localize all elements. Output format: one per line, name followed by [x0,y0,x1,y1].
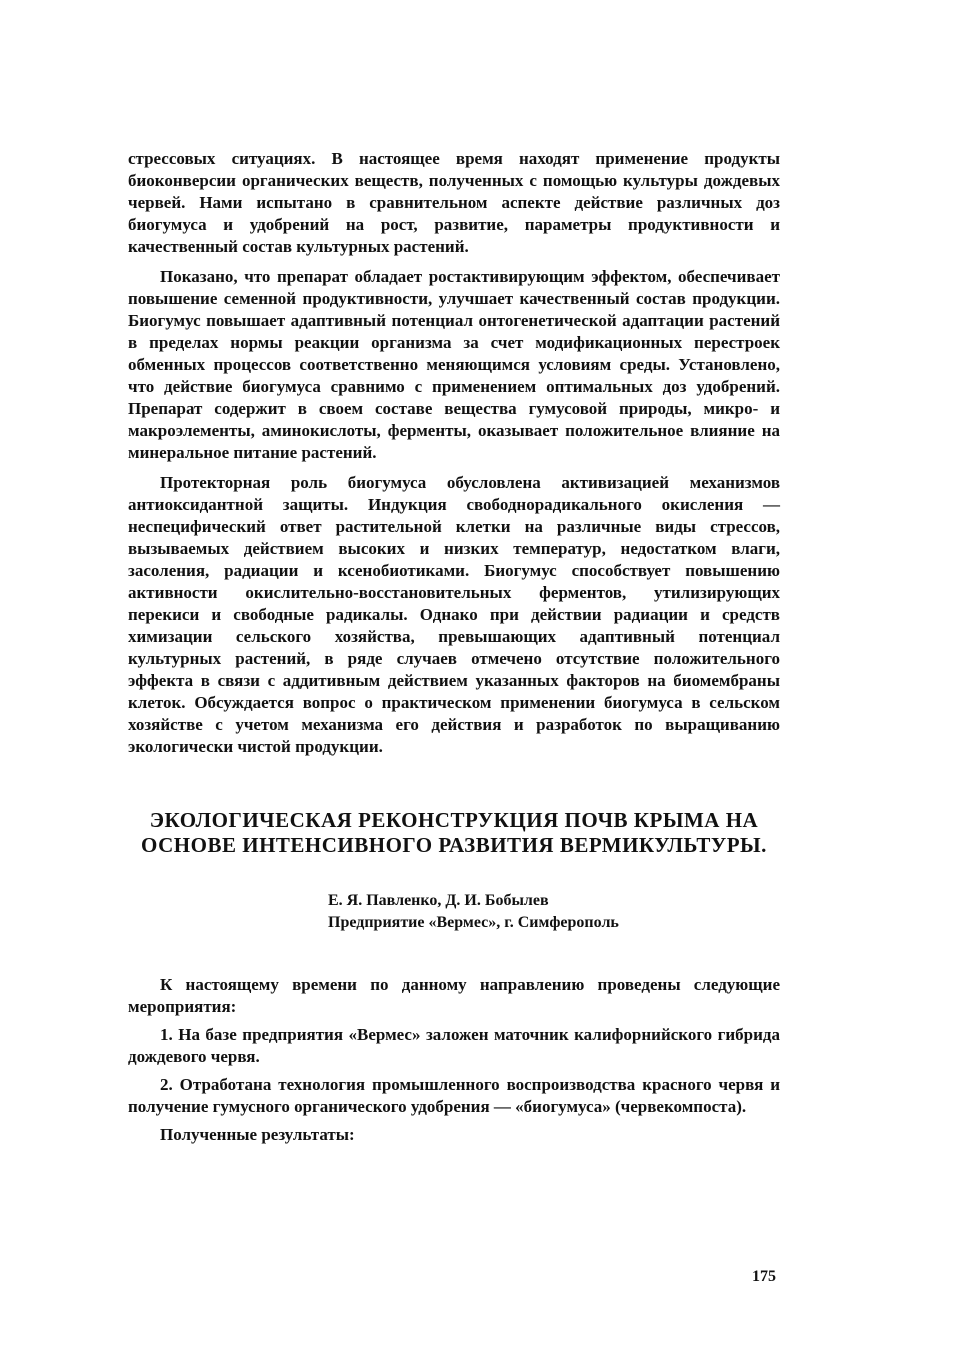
paragraph-results: Полученные результаты: [160,1125,355,1144]
paragraph-3: Протекторная роль биогумуса обусловлена активизацией механизмов антиоксидантной защиты. Индукция свободнорадикального окисления — неспецифический ответ растительной клетки на различные виды стрессов, вызываемых действием высоких и низких температур, недостатком влаги, засоления, радиации и ксенобиотиками. Биогумус способствует повышению активности окислительно-восстановительных ферментов, утилизирующих перекиси и свободные радикалы. Однако при действии радиации и средств химизации сельского хозяйства, превышающих адаптивный потенциал культурных растений, в ряде случаев отмечено отсутствие положительного эффекта в связи с аддитивным действием указанных факторов на биомембраны клеток. Обсуждается вопрос о практическом применении биогумуса в сельском хозяйстве с учетом механизма его действия и разработок по выращиванию экологически чистой продукции. [128,473,780,756]
page-number: 175 [752,1268,776,1285]
article-title-line-2: ОСНОВЕ ИНТЕНСИВНОГО РАЗВИТИЯ ВЕРМИКУЛЬТУРЫ. [141,833,767,857]
authors: Е. Я. Павленко, Д. И. Бобылев [328,892,549,909]
list-item-2: 2. Отработана технология промышленного воспроизводства красного червя и получение гумусного органического удобрения — «биогумуса» (червекомпоста). [128,1075,780,1116]
page-body [128,148,780,1152]
affiliation: Предприятие «Вермес», г. Симферополь [328,914,619,931]
paragraph-1: стрессовых ситуациях. В настоящее время находят применение продукты биоконверсии органических веществ, полученных с помощью культуры дождевых червей. Нами испытано в сравнительном аспекте действие различных доз биогумуса и удобрений на рост, развитие, параметры продуктивности и качественный состав культурных растений. [128,149,780,256]
author-block [328,890,780,934]
article-title [128,808,780,858]
paragraph-2: Показано, что препарат обладает ростактивирующим эффектом, обеспечивает повышение семенной продуктивности, улучшает качественный состав продукции. Биогумус повышает адаптивный потенциал онтогенетической адаптации растений в пределах нормы реакции организма за счет модификационных перестроек обменных процессов соответственно меняющимся условиям среды. Установлено, что действие биогумуса сравнимо с применением оптимальных доз удобрений. Препарат содержит в своем составе вещества гумусовой природы, микро- и макроэлементы, аминокислоты, ферменты, оказывает положительное влияние на минеральное питание растений. [128,267,780,462]
article-body [128,974,780,1146]
paragraph-intro: К настоящему времени по данному направлению проведены следующие мероприятия: [128,975,780,1016]
list-item-1: 1. На базе предприятия «Вермес» заложен маточник калифорнийского гибрида дождевого червя. [128,1025,780,1066]
article-title-line-1: ЭКОЛОГИЧЕСКАЯ РЕКОНСТРУКЦИЯ ПОЧВ КРЫМА НА [149,808,759,832]
